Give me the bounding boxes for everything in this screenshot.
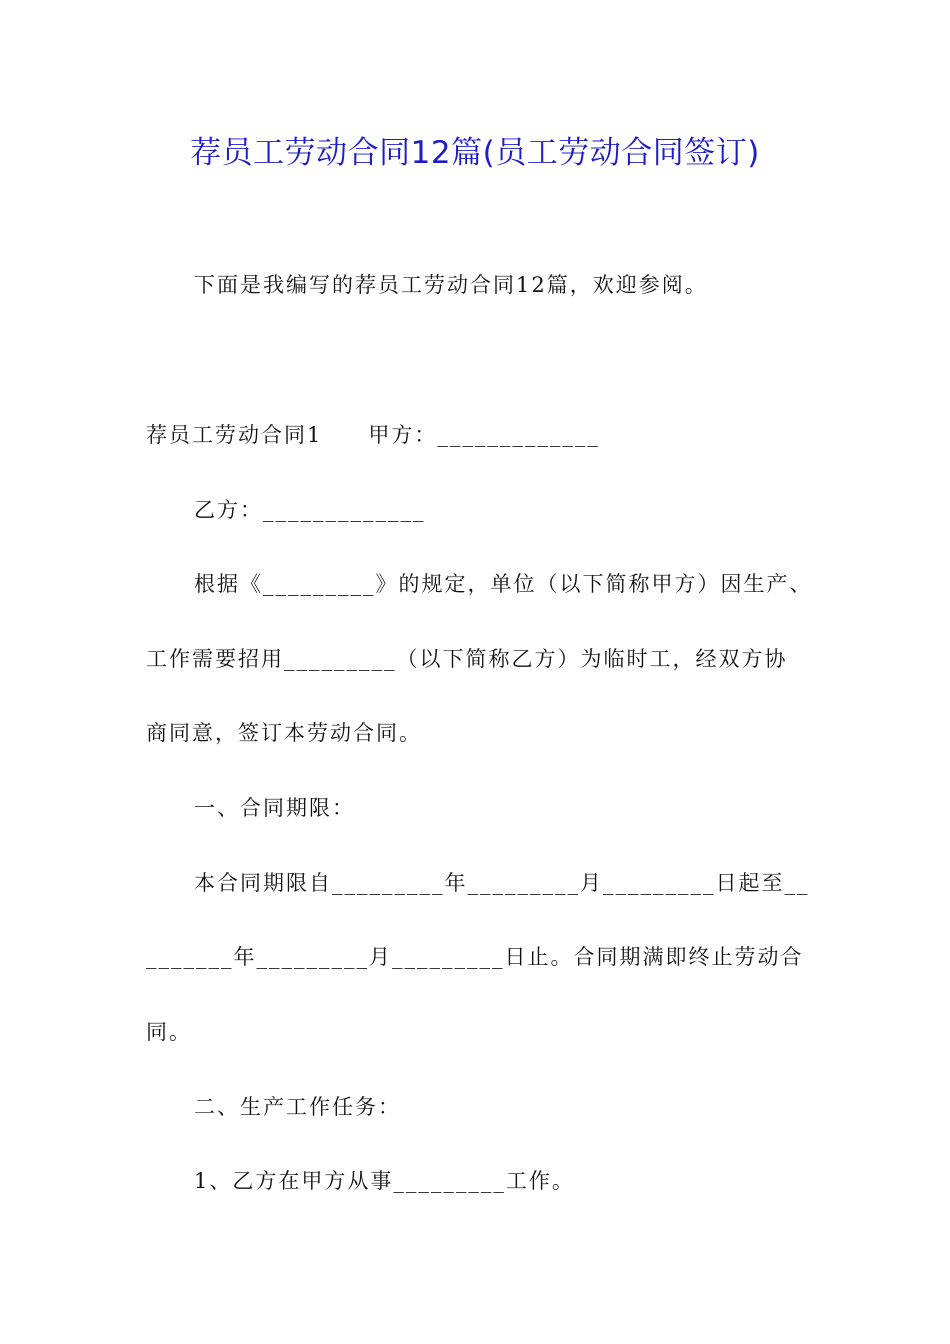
party-b-line: 乙方：_____________: [194, 498, 426, 522]
paragraph-line: 同。: [146, 1020, 192, 1044]
document-title: 荐员工劳动合同12篇(员工劳动合同签订): [190, 135, 760, 171]
intro-paragraph: 下面是我编写的荐员工劳动合同12篇，欢迎参阅。: [194, 273, 708, 297]
paragraph-line: 根据《_________》的规定，单位（以下简称甲方）因生产、: [194, 572, 813, 596]
paragraph-line: 商同意，签订本劳动合同。: [146, 721, 422, 745]
paragraph-line: 1、乙方在甲方从事_________工作。: [194, 1169, 575, 1193]
section-heading-tasks: 二、生产工作任务：: [194, 1095, 401, 1119]
contract-heading-party-a: 荐员工劳动合同1 甲方：_____________: [146, 423, 600, 447]
section-heading-term: 一、合同期限：: [194, 796, 355, 820]
paragraph-line: _______年_________月_________日止。合同期满即终止劳动合: [146, 945, 804, 969]
paragraph-line: 工作需要招用_________（以下简称乙方）为临时工，经双方协: [146, 647, 788, 671]
paragraph-line: 本合同期限自_________年_________月_________日起至__: [194, 871, 810, 895]
